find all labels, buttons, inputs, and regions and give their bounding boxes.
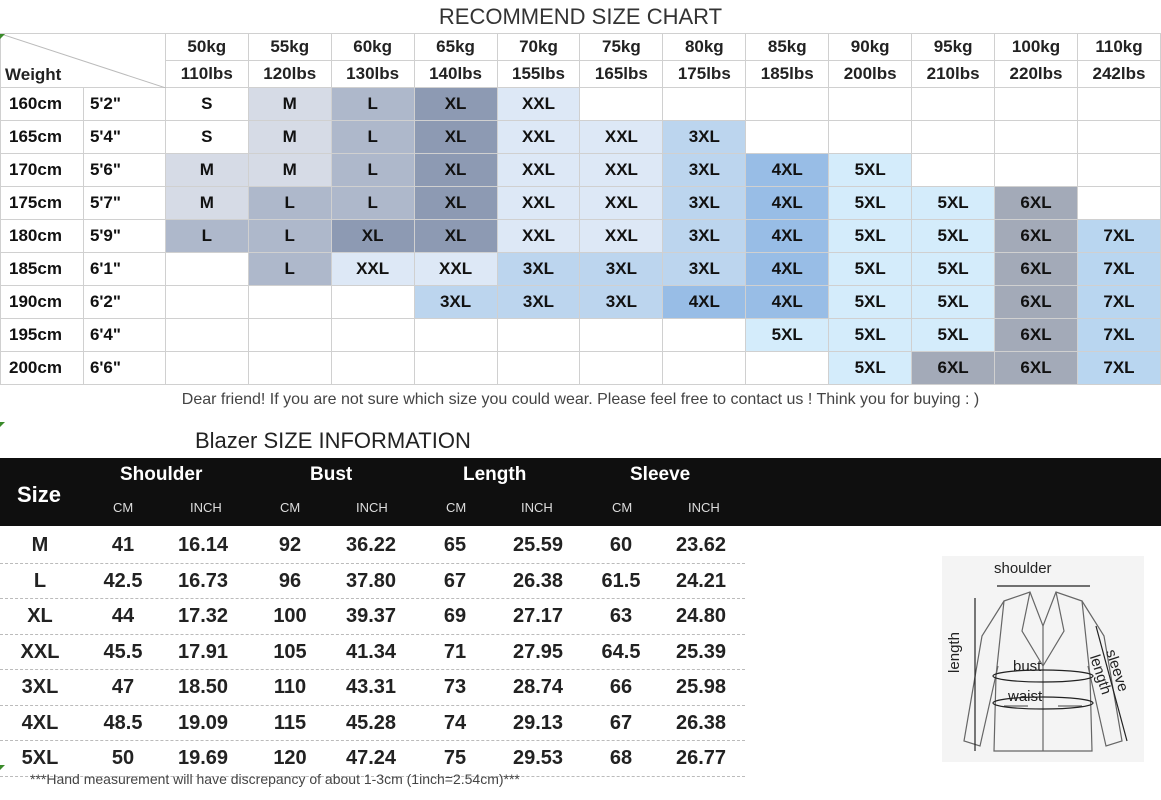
size-cell: XXL [580, 187, 663, 220]
size-cell [580, 352, 663, 385]
size-chart-row [1, 352, 1161, 385]
size-cell: 3XL [580, 253, 663, 286]
height-ft: 6'4" [83, 319, 165, 352]
size-cell: L [331, 154, 414, 187]
measurement-value: 75 [443, 747, 467, 769]
size-cell: XL [414, 88, 497, 121]
measurement-value: 110 [273, 676, 307, 698]
size-cell: 5XL [829, 319, 912, 352]
measurement-value: 24.80 [675, 605, 727, 627]
lbs-header: 165lbs [580, 61, 663, 88]
size-cell: 5XL [829, 154, 912, 187]
bust-label: Bust [310, 464, 353, 485]
height-ft: 5'7" [83, 187, 165, 220]
height-cm: 180cm [1, 220, 84, 253]
size-cell: 7XL [1077, 286, 1160, 319]
size-cell [995, 88, 1078, 121]
size-cell [414, 319, 497, 352]
size-cell: 5XL [746, 319, 829, 352]
size-table-header [0, 458, 1161, 526]
measurement-value: 36.22 [345, 534, 397, 556]
size-cell [746, 121, 829, 154]
kg-header: 50kg [165, 34, 248, 61]
size-cell: XXL [497, 154, 580, 187]
size-cell [1077, 187, 1160, 220]
size-cell: 7XL [1077, 253, 1160, 286]
size-cell: 6XL [912, 352, 995, 385]
bust-label: bust [1013, 658, 1042, 675]
size-cell: XXL [331, 253, 414, 286]
size-chart-row [1, 154, 1161, 187]
size-cell: 5XL [912, 253, 995, 286]
size-cell: 5XL [912, 319, 995, 352]
weight-label: Weight [5, 65, 62, 84]
size-cell: XXL [497, 187, 580, 220]
size-cell: 5XL [829, 253, 912, 286]
lbs-header: 140lbs [414, 61, 497, 88]
size-cell [331, 352, 414, 385]
size-label: Size [17, 482, 62, 507]
kg-header: 90kg [829, 34, 912, 61]
jacket-diagram [942, 556, 1144, 762]
size-name: 5XL [21, 747, 59, 769]
height-ft: 6'6" [83, 352, 165, 385]
measurement-value: 68 [609, 747, 633, 769]
size-name: L [33, 569, 47, 592]
cm-label: CM [280, 500, 301, 515]
blazer-info-title: Blazer SIZE INFORMATION [195, 428, 471, 453]
lbs-header: 220lbs [995, 61, 1078, 88]
measurement-value: 61.5 [601, 569, 641, 592]
measurement-value: 16.73 [177, 569, 229, 592]
corner-mark [0, 765, 5, 770]
kg-header: 80kg [663, 34, 746, 61]
size-cell [248, 352, 331, 385]
measurement-value: 47.24 [345, 747, 397, 769]
cm-label: CM [113, 500, 134, 515]
measurement-value: 66 [609, 676, 633, 698]
measurement-value: 92 [278, 534, 302, 556]
height-cm: 195cm [1, 319, 84, 352]
size-cell: M [248, 88, 331, 121]
size-cell [165, 352, 248, 385]
measurement-value: 19.09 [177, 711, 229, 734]
measurement-value: 25.59 [512, 534, 564, 556]
size-chart-row [1, 319, 1161, 352]
height-ft: 6'1" [83, 253, 165, 286]
size-cell: XXL [580, 121, 663, 154]
measurement-value: 47 [111, 676, 135, 698]
size-cell: S [165, 121, 248, 154]
measurement-value: 71 [443, 640, 467, 663]
size-cell: XXL [580, 220, 663, 253]
shoulder-label: Shoulder [120, 464, 203, 485]
size-cell: XXL [497, 121, 580, 154]
measurement-value: 41.34 [345, 640, 397, 663]
measurement-value: 67 [609, 711, 633, 734]
measurement-note: ***Hand measurement will have discrepancy of about 1-3cm (1inch=2.54cm)*** [30, 771, 520, 787]
size-cell: L [331, 121, 414, 154]
size-name: 4XL [21, 711, 59, 734]
measurement-value: 26.77 [675, 747, 727, 769]
size-cell: 5XL [829, 286, 912, 319]
measurement-value: 120 [273, 747, 307, 769]
size-cell [663, 88, 746, 121]
measurement-value: 23.62 [675, 534, 727, 556]
size-cell [580, 88, 663, 121]
size-cell: L [165, 220, 248, 253]
size-cell [580, 319, 663, 352]
size-cell: XXL [414, 253, 497, 286]
size-cell: 6XL [995, 220, 1078, 253]
size-cell: L [248, 187, 331, 220]
kg-header: 65kg [414, 34, 497, 61]
measurement-value: 74 [443, 711, 467, 734]
size-cell: M [165, 187, 248, 220]
measurement-value: 64.5 [601, 640, 641, 663]
size-cell: 4XL [746, 187, 829, 220]
size-cell [331, 286, 414, 319]
size-name: 3XL [21, 676, 59, 698]
measurement-value: 67 [443, 569, 467, 592]
size-info-row [0, 528, 745, 564]
size-cell [995, 121, 1078, 154]
waist-label: waist [1008, 688, 1043, 705]
kg-header: 100kg [995, 34, 1078, 61]
measurement-value: 50 [111, 747, 135, 769]
measurement-value: 60 [609, 534, 633, 556]
size-cell [497, 319, 580, 352]
measurement-value: 42.5 [103, 569, 143, 592]
size-cell: 5XL [829, 220, 912, 253]
measurement-value: 41 [111, 534, 135, 556]
length-label: length [945, 632, 963, 673]
measurement-value: 27.17 [512, 605, 564, 627]
size-info-row [0, 635, 745, 671]
size-cell: 6XL [995, 352, 1078, 385]
size-cell: XXL [497, 88, 580, 121]
height-cm: 175cm [1, 187, 84, 220]
size-cell [746, 88, 829, 121]
size-cell: XL [331, 220, 414, 253]
size-chart-row [1, 253, 1161, 286]
measurement-value: 25.98 [675, 676, 727, 698]
size-cell [1077, 88, 1160, 121]
size-cell: 6XL [995, 286, 1078, 319]
cm-label: CM [612, 500, 633, 515]
size-cell: L [331, 88, 414, 121]
inch-label: INCH [190, 500, 222, 515]
size-chart-row [1, 88, 1161, 121]
measurement-value: 19.69 [177, 747, 229, 769]
measurement-value: 27.95 [512, 640, 564, 663]
measurement-value: 17.32 [177, 605, 229, 627]
size-cell [1077, 121, 1160, 154]
size-cell: L [248, 220, 331, 253]
size-cell: 7XL [1077, 352, 1160, 385]
size-name: M [31, 534, 49, 556]
height-cm: 160cm [1, 88, 84, 121]
size-cell: 3XL [663, 187, 746, 220]
size-cell: XL [414, 121, 497, 154]
measurement-value: 29.53 [512, 747, 564, 769]
measurement-value: 44 [111, 605, 135, 627]
size-cell: L [248, 253, 331, 286]
size-cell: 6XL [995, 253, 1078, 286]
measurement-value: 25.39 [675, 640, 727, 663]
kg-header: 95kg [912, 34, 995, 61]
size-cell: 6XL [995, 319, 1078, 352]
lbs-header: 185lbs [746, 61, 829, 88]
measurement-value: 65 [443, 534, 467, 556]
recommend-size-table [0, 33, 1161, 415]
size-cell [414, 352, 497, 385]
size-cell: 3XL [663, 154, 746, 187]
size-chart-row [1, 286, 1161, 319]
height-cm: 170cm [1, 154, 84, 187]
height-cm: 165cm [1, 121, 84, 154]
kg-header: 55kg [248, 34, 331, 61]
measurement-value: 73 [443, 676, 467, 698]
lbs-header: 200lbs [829, 61, 912, 88]
size-cell [829, 88, 912, 121]
size-cell [165, 319, 248, 352]
kg-header: 60kg [331, 34, 414, 61]
inch-label: INCH [521, 500, 553, 515]
size-cell [1077, 154, 1160, 187]
height-ft: 6'2" [83, 286, 165, 319]
height-ft: 5'6" [83, 154, 165, 187]
size-name: XL [27, 605, 53, 627]
size-cell [912, 154, 995, 187]
size-info-row [0, 564, 745, 600]
weight-corner-cell [1, 34, 166, 88]
kg-header: 110kg [1077, 34, 1160, 61]
measurement-value: 115 [273, 711, 307, 734]
measurement-value: 26.38 [675, 711, 727, 734]
size-cell: 4XL [746, 154, 829, 187]
measurement-value: 17.91 [177, 640, 229, 663]
size-cell: 3XL [497, 286, 580, 319]
inch-label: INCH [356, 500, 388, 515]
lbs-header: 242lbs [1077, 61, 1160, 88]
size-cell: XXL [580, 154, 663, 187]
corner-mark [0, 34, 5, 39]
measurement-value: 16.14 [177, 534, 229, 556]
size-cell [663, 352, 746, 385]
size-cell [165, 253, 248, 286]
size-cell: 3XL [497, 253, 580, 286]
size-cell: 3XL [580, 286, 663, 319]
lbs-header: 130lbs [331, 61, 414, 88]
size-cell: 5XL [912, 286, 995, 319]
length-label: Length [463, 464, 527, 485]
size-cell: 5XL [912, 220, 995, 253]
size-cell: 7XL [1077, 319, 1160, 352]
measurement-value: 43.31 [345, 676, 397, 698]
size-cell [248, 286, 331, 319]
size-chart-row [1, 187, 1161, 220]
size-cell: 3XL [414, 286, 497, 319]
measurement-value: 28.74 [512, 676, 564, 698]
size-cell: 5XL [912, 187, 995, 220]
lbs-header: 155lbs [497, 61, 580, 88]
measurement-value: 48.5 [103, 711, 143, 734]
height-cm: 185cm [1, 253, 84, 286]
size-cell: L [331, 187, 414, 220]
measurement-value: 24.21 [675, 569, 727, 592]
size-info-row [0, 599, 745, 635]
lbs-header: 175lbs [663, 61, 746, 88]
size-cell [165, 286, 248, 319]
size-cell: 3XL [663, 121, 746, 154]
sleeve-label: Sleeve [630, 464, 691, 485]
size-info-row [0, 670, 745, 706]
size-cell: XXL [497, 220, 580, 253]
lbs-header: 120lbs [248, 61, 331, 88]
size-cell [248, 319, 331, 352]
size-cell: 5XL [829, 352, 912, 385]
measurement-value: 37.80 [345, 569, 397, 592]
size-cell: 5XL [829, 187, 912, 220]
measurement-value: 100 [273, 605, 307, 627]
size-cell [995, 154, 1078, 187]
size-table-body [0, 528, 745, 777]
recommend-title: RECOMMEND SIZE CHART [438, 4, 723, 29]
measurement-value: 96 [278, 569, 302, 592]
height-cm: 200cm [1, 352, 84, 385]
size-cell [829, 121, 912, 154]
lbs-header: 110lbs [165, 61, 248, 88]
size-chart-row [1, 121, 1161, 154]
size-cell: M [248, 154, 331, 187]
size-cell: XL [414, 220, 497, 253]
size-cell [912, 88, 995, 121]
size-cell [663, 319, 746, 352]
size-cell: 6XL [995, 187, 1078, 220]
height-cm: 190cm [1, 286, 84, 319]
inch-label: INCH [688, 500, 720, 515]
size-cell: XL [414, 154, 497, 187]
size-chart-row [1, 220, 1161, 253]
measurement-value: 29.13 [512, 711, 564, 734]
size-cell: M [165, 154, 248, 187]
size-cell [912, 121, 995, 154]
measurement-value: 63 [609, 605, 633, 627]
height-ft: 5'4" [83, 121, 165, 154]
size-info-row [0, 706, 745, 742]
shoulder-label: shoulder [994, 560, 1052, 577]
size-cell: 3XL [663, 253, 746, 286]
sleeve-length-label: sleeve length [1085, 647, 1132, 697]
size-cell: 7XL [1077, 220, 1160, 253]
size-name: XXL [20, 640, 60, 663]
measurement-value: 45.5 [103, 640, 143, 663]
size-cell: 3XL [663, 220, 746, 253]
lbs-header: 210lbs [912, 61, 995, 88]
height-ft: 5'9" [83, 220, 165, 253]
kg-header: 70kg [497, 34, 580, 61]
kg-header: 85kg [746, 34, 829, 61]
size-cell: 4XL [746, 220, 829, 253]
size-cell [746, 352, 829, 385]
size-cell [497, 352, 580, 385]
contact-note: Dear friend! If you are not sure which size you could wear. Please feel free to contact us ! Think you for buying : ) [181, 391, 980, 408]
cm-label: CM [446, 500, 467, 515]
measurement-value: 105 [273, 640, 307, 663]
corner-mark [0, 422, 5, 427]
measurement-value: 69 [443, 605, 467, 627]
size-cell: M [248, 121, 331, 154]
measurement-value: 26.38 [512, 569, 564, 592]
size-cell: S [165, 88, 248, 121]
size-cell: 4XL [663, 286, 746, 319]
size-cell: 4XL [746, 253, 829, 286]
measurement-value: 39.37 [345, 605, 397, 627]
height-ft: 5'2" [83, 88, 165, 121]
measurement-value: 45.28 [345, 711, 397, 734]
size-cell: 4XL [746, 286, 829, 319]
kg-header: 75kg [580, 34, 663, 61]
size-cell [331, 319, 414, 352]
measurement-value: 18.50 [177, 676, 229, 698]
size-cell: XL [414, 187, 497, 220]
